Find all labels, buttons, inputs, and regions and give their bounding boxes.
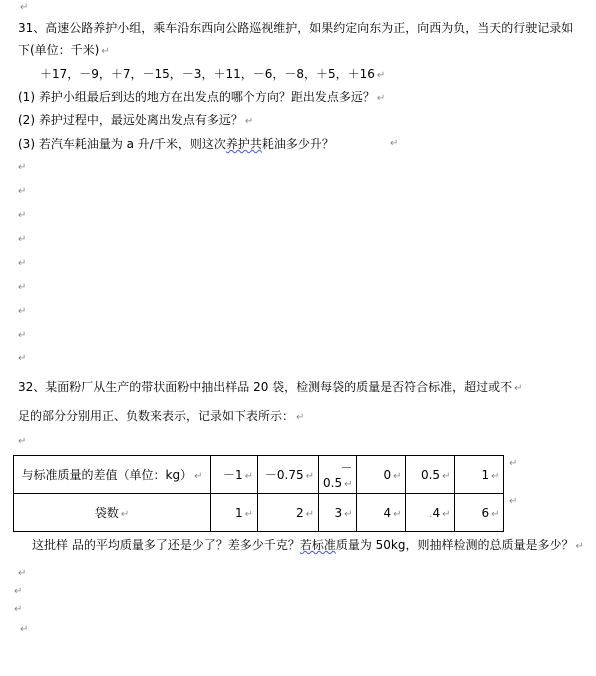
table-cell: 0 ↵ bbox=[357, 456, 406, 494]
paragraph-mark: ↵ bbox=[514, 383, 523, 394]
table-row bbox=[14, 494, 504, 532]
q32-question-line bbox=[32, 537, 584, 555]
mass-difference-table bbox=[13, 455, 504, 532]
table-header-cell: 袋数 ↵ bbox=[14, 494, 211, 532]
table-row bbox=[14, 456, 504, 494]
table-cell: 1 ↵ bbox=[211, 494, 258, 532]
q31-intro-line1 bbox=[18, 20, 573, 36]
q31-intro-text: 31、高速公路养护小组，乘车沿东西向公路巡视维护，如果约定向东为正，向西为负，当天的行驶记录如 bbox=[18, 21, 574, 35]
paragraph-mark: ↵ bbox=[390, 138, 399, 149]
paragraph-mark: ↵ bbox=[376, 70, 386, 81]
paragraph-mark: ↵ bbox=[18, 258, 27, 269]
paragraph-mark: ↵ bbox=[18, 330, 27, 341]
table-cell: 1 ↵ bbox=[455, 456, 504, 494]
q32-intro-text: 32、某面粉厂从生产的带状面粉中抽出样品 20 袋，检测每袋的质量是否符合标准，超过或不 bbox=[18, 380, 513, 394]
paragraph-mark: ↵ bbox=[509, 496, 518, 507]
q31-records-line bbox=[40, 66, 385, 84]
q31-part1: (1) 养护小组最后到达的地方在出发点的哪个方向？距出发点多远？ bbox=[18, 90, 375, 104]
paragraph-mark: ↵ bbox=[244, 116, 254, 127]
q31-intro-line2 bbox=[18, 42, 110, 60]
q31-part2: (2) 养护过程中，最远处离出发点有多远？ bbox=[18, 113, 243, 127]
table-cell: 0.5 ↵ bbox=[406, 456, 455, 494]
q31-unit-text: 下(单位：千米) bbox=[18, 43, 100, 57]
q31-part3-text-c: 耗油多少升？ bbox=[261, 137, 334, 151]
q32-table-intro: 足的部分分别用正、负数来表示，记录如下表所示： bbox=[18, 409, 295, 423]
table-cell: －0.75 ↵ bbox=[258, 456, 319, 494]
paragraph-mark: ↵ bbox=[20, 624, 29, 635]
table-cell: .4 ↵ bbox=[406, 494, 455, 532]
table-header-cell: 与标准质量的差值（单位：kg） ↵ bbox=[14, 456, 211, 494]
paragraph-mark: ↵ bbox=[14, 586, 23, 597]
q32-intro-line2 bbox=[18, 408, 304, 426]
q31-records: ＋17，－9，＋7，－15，－3，＋11，－6，－8，＋5，＋16 bbox=[40, 67, 375, 81]
q31-part2-line bbox=[18, 112, 253, 130]
paragraph-mark: ↵ bbox=[18, 234, 27, 245]
paragraph-mark: ↵ bbox=[509, 458, 518, 469]
table-cell: －0.5 ↵ bbox=[319, 456, 357, 494]
paragraph-mark: ↵ bbox=[18, 306, 27, 317]
paragraph-mark: ↵ bbox=[18, 186, 27, 197]
paragraph-mark: ↵ bbox=[376, 93, 386, 104]
paragraph-mark: ↵ bbox=[101, 46, 110, 57]
paragraph-mark: ↵ bbox=[18, 353, 27, 364]
q31-part3-line bbox=[18, 136, 334, 152]
paragraph-mark: ↵ bbox=[18, 162, 27, 173]
paragraph-mark: ↵ bbox=[14, 604, 23, 615]
paragraph-mark: ↵ bbox=[575, 541, 584, 552]
table-cell: 3 ↵ bbox=[319, 494, 357, 532]
q32-question-b: 若标准 bbox=[299, 538, 336, 552]
paragraph-mark: ↵ bbox=[18, 210, 27, 221]
q32-question-c: 质量为 50kg，则抽样检测的总质量是多少？ bbox=[335, 538, 574, 552]
q31-part3-text-b: 养护共 bbox=[225, 137, 262, 151]
paragraph-mark: ↵ bbox=[20, 2, 29, 13]
paragraph-mark: ↵ bbox=[296, 412, 305, 423]
paragraph-mark: ↵ bbox=[18, 436, 27, 447]
paragraph-mark: ↵ bbox=[18, 568, 27, 579]
q32-intro-line1 bbox=[18, 379, 523, 397]
q31-part3-text-a: (3) 若汽车耗油量为 a 升/千米，则这次 bbox=[18, 137, 226, 151]
table-cell: 6 ↵ bbox=[455, 494, 504, 532]
table-cell: 4 ↵ bbox=[357, 494, 406, 532]
paragraph-mark: ↵ bbox=[18, 282, 27, 293]
table-cell: －1 ↵ bbox=[211, 456, 258, 494]
table-cell: 2 ↵ bbox=[258, 494, 319, 532]
q31-part1-line bbox=[18, 89, 385, 107]
q32-question-a: 这批样 品的平均质量多了还是少了？差多少千克？ bbox=[32, 538, 300, 552]
